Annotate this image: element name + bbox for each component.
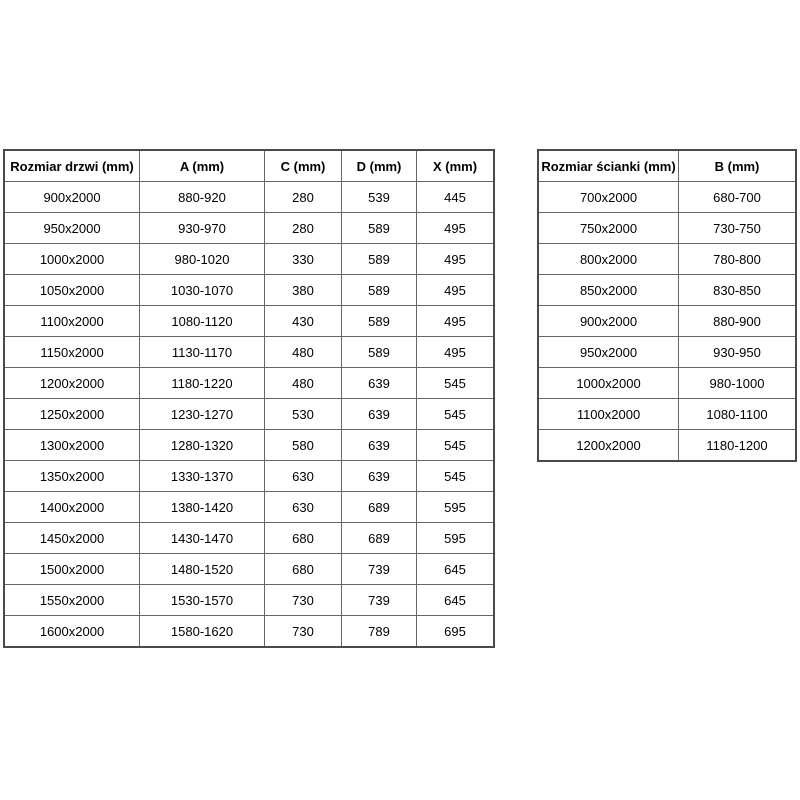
table-cell: 689	[342, 492, 417, 523]
table-cell: 639	[342, 399, 417, 430]
column-header: D (mm)	[342, 150, 417, 182]
table-row	[4, 337, 494, 368]
table-cell: 1500x2000	[4, 554, 140, 585]
table-cell: 950x2000	[538, 337, 679, 368]
table-cell: 589	[342, 244, 417, 275]
table-cell: 950x2000	[4, 213, 140, 244]
table-cell: 1200x2000	[538, 430, 679, 462]
table-row	[4, 182, 494, 213]
header-row	[538, 150, 796, 182]
table-cell: 639	[342, 368, 417, 399]
table-cell: 580	[265, 430, 342, 461]
table-row	[538, 213, 796, 244]
table-row	[538, 182, 796, 213]
table-cell: 480	[265, 368, 342, 399]
table-row	[4, 523, 494, 554]
table-cell: 739	[342, 585, 417, 616]
table-cell: 880-920	[140, 182, 265, 213]
table-cell: 330	[265, 244, 342, 275]
table-row	[4, 616, 494, 648]
table-cell: 545	[417, 368, 495, 399]
table-cell: 739	[342, 554, 417, 585]
table-cell: 1200x2000	[4, 368, 140, 399]
wall-sizes-table	[537, 149, 797, 462]
table-row	[4, 275, 494, 306]
table-cell: 589	[342, 306, 417, 337]
table-cell: 680-700	[679, 182, 797, 213]
table-cell: 1550x2000	[4, 585, 140, 616]
table-cell: 750x2000	[538, 213, 679, 244]
table-row	[4, 554, 494, 585]
column-header: Rozmiar drzwi (mm)	[4, 150, 140, 182]
header-row	[4, 150, 494, 182]
table-row	[538, 244, 796, 275]
table-cell: 645	[417, 585, 495, 616]
table-cell: 900x2000	[4, 182, 140, 213]
table-cell: 589	[342, 275, 417, 306]
table-row	[4, 244, 494, 275]
table-cell: 689	[342, 523, 417, 554]
table-cell: 1100x2000	[538, 399, 679, 430]
table-cell: 280	[265, 213, 342, 244]
table-row	[538, 399, 796, 430]
table-cell: 495	[417, 337, 495, 368]
table-cell: 1230-1270	[140, 399, 265, 430]
table-cell: 695	[417, 616, 495, 648]
table-cell: 639	[342, 461, 417, 492]
table-cell: 1530-1570	[140, 585, 265, 616]
table-row	[538, 275, 796, 306]
column-header: A (mm)	[140, 150, 265, 182]
table-cell: 730-750	[679, 213, 797, 244]
table-cell: 530	[265, 399, 342, 430]
table-row	[538, 337, 796, 368]
table-cell: 545	[417, 461, 495, 492]
table-cell: 680	[265, 554, 342, 585]
table-row	[538, 368, 796, 399]
table-cell: 1600x2000	[4, 616, 140, 648]
table-cell: 1000x2000	[538, 368, 679, 399]
table-cell: 980-1020	[140, 244, 265, 275]
table-cell: 1400x2000	[4, 492, 140, 523]
table-cell: 1030-1070	[140, 275, 265, 306]
table-row	[4, 585, 494, 616]
column-header: Rozmiar ścianki (mm)	[538, 150, 679, 182]
table-cell: 730	[265, 616, 342, 648]
table-cell: 589	[342, 213, 417, 244]
table-cell: 495	[417, 244, 495, 275]
column-header: C (mm)	[265, 150, 342, 182]
table-cell: 1480-1520	[140, 554, 265, 585]
table-cell: 1380-1420	[140, 492, 265, 523]
table-cell: 430	[265, 306, 342, 337]
table-cell: 930-950	[679, 337, 797, 368]
table-cell: 1130-1170	[140, 337, 265, 368]
table-cell: 595	[417, 492, 495, 523]
table-cell: 539	[342, 182, 417, 213]
table-cell: 680	[265, 523, 342, 554]
door-sizes-table	[3, 149, 495, 648]
table-cell: 1330-1370	[140, 461, 265, 492]
table-cell: 445	[417, 182, 495, 213]
table-cell: 1430-1470	[140, 523, 265, 554]
table-cell: 595	[417, 523, 495, 554]
table-cell: 545	[417, 430, 495, 461]
table-cell: 780-800	[679, 244, 797, 275]
table-cell: 900x2000	[538, 306, 679, 337]
table-cell: 495	[417, 306, 495, 337]
table-cell: 980-1000	[679, 368, 797, 399]
table-row	[4, 306, 494, 337]
table-cell: 280	[265, 182, 342, 213]
table-cell: 1000x2000	[4, 244, 140, 275]
table-cell: 1050x2000	[4, 275, 140, 306]
table-cell: 830-850	[679, 275, 797, 306]
table-row	[4, 461, 494, 492]
table-cell: 1100x2000	[4, 306, 140, 337]
table-cell: 1080-1120	[140, 306, 265, 337]
table-row	[4, 399, 494, 430]
table-cell: 1450x2000	[4, 523, 140, 554]
table-cell: 639	[342, 430, 417, 461]
table-cell: 1250x2000	[4, 399, 140, 430]
table-row	[4, 368, 494, 399]
table-row	[4, 213, 494, 244]
table-cell: 630	[265, 492, 342, 523]
table-cell: 1300x2000	[4, 430, 140, 461]
column-header: X (mm)	[417, 150, 495, 182]
table-cell: 1180-1200	[679, 430, 797, 462]
table-row	[4, 492, 494, 523]
table-row	[538, 430, 796, 462]
table-cell: 589	[342, 337, 417, 368]
table-cell: 545	[417, 399, 495, 430]
table-cell: 1280-1320	[140, 430, 265, 461]
table-cell: 1580-1620	[140, 616, 265, 648]
table-cell: 1180-1220	[140, 368, 265, 399]
table-cell: 1080-1100	[679, 399, 797, 430]
table-cell: 480	[265, 337, 342, 368]
table-row	[4, 430, 494, 461]
table-cell: 700x2000	[538, 182, 679, 213]
table-cell: 1150x2000	[4, 337, 140, 368]
table-cell: 789	[342, 616, 417, 648]
table-cell: 630	[265, 461, 342, 492]
table-cell: 495	[417, 213, 495, 244]
table-cell: 1350x2000	[4, 461, 140, 492]
column-header: B (mm)	[679, 150, 797, 182]
table-cell: 645	[417, 554, 495, 585]
table-row	[538, 306, 796, 337]
table-cell: 880-900	[679, 306, 797, 337]
table-cell: 800x2000	[538, 244, 679, 275]
table-cell: 850x2000	[538, 275, 679, 306]
table-cell: 730	[265, 585, 342, 616]
table-cell: 495	[417, 275, 495, 306]
table-cell: 930-970	[140, 213, 265, 244]
table-cell: 380	[265, 275, 342, 306]
